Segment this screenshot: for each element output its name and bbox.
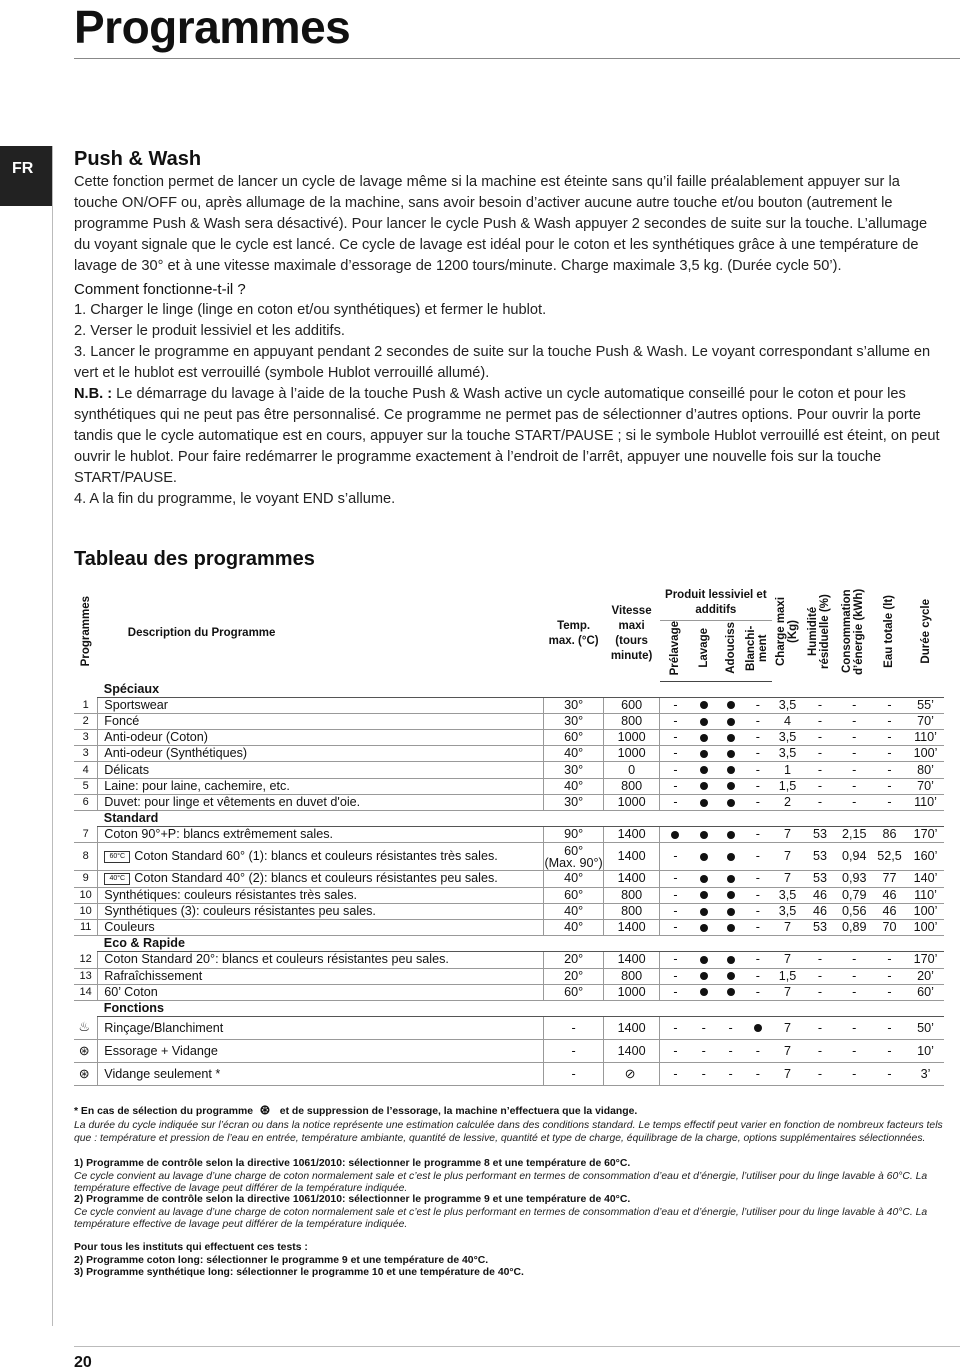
table-row: 6 Duvet: pour linge et vêtements en duvet d'oie. 30° 1000 - - 2 - - - 110’ — [74, 794, 944, 810]
nb-text: Le démarrage du lavage à l’aide de la touche Push & Wash active un cycle automatique conseillé pour le coton et pour les synthétiques qui ne peut pas être personnalisé. Ce programme ne permet pas de sélectionner d’autres options. Pour ouvrir la porte tandis que le cycle automatique est en cours, appuyer sur la touche START/PAUSE ; si le symbole Hublot verrouillé est éteint, on peut ouvrir le hublot. Pour faire redémarrer le programme exactement à l’endroit de l’arrêt, appuyer une nouvelle fois sur la touche START/PAUSE. — [74, 386, 940, 486]
step-3: 3. Lancer le programme en appuyant pendant 2 secondes de suite sur la touche Push & Wash. Le voyant correspondant s’allume en vert et le hublot est verrouillé (symbole Hublot verrouillé allumé). — [74, 344, 931, 381]
dot-icon — [727, 766, 735, 774]
dot-icon — [727, 972, 735, 980]
header-lavage: Lavage — [690, 620, 717, 681]
header-eau: Eau totale (lt) — [883, 594, 896, 668]
dot-icon — [700, 908, 708, 916]
header-blanchiment: Blanchi-ment — [744, 620, 772, 681]
nb-label: N.B. : — [74, 386, 113, 402]
dot-icon — [671, 831, 679, 839]
table-row: 8 60°C Coton Standard 60° (1): blancs et couleurs résistantes très sales. 60° (Max. 90°) 1400 - - 7 53 0,94 52,5 160’ — [74, 843, 944, 871]
header-temp: Temp. max. (°C) — [548, 619, 599, 647]
header-description: Description du Programme — [127, 627, 276, 639]
push-wash-heading: Push & Wash — [74, 148, 202, 170]
drain-icon: ⊛ — [78, 1065, 90, 1081]
table-row: 7 Coton 90°+P: blancs extrêmement sales. 90° 1400 - 7 53 2,15 86 170’ — [74, 827, 944, 843]
header-duree: Durée cycle — [919, 598, 932, 664]
rinse-icon: ♨ — [78, 1019, 90, 1035]
dot-icon — [700, 766, 708, 774]
dot-icon — [727, 831, 735, 839]
table-row: 2 Foncé 30° 800 - - 4 - - - 70’ — [74, 713, 944, 729]
header-speed: Vitesse maxi (tours minute) — [610, 604, 653, 662]
category-standard: Standard — [98, 811, 944, 827]
table-row: 11 Couleurs 40° 1400 - - 7 53 0,89 70 100’ — [74, 919, 944, 935]
dot-icon — [700, 718, 708, 726]
header-prelavage: Prélavage — [660, 620, 690, 681]
dot-icon — [700, 831, 708, 839]
duration-note: La durée du cycle indiquée sur l’écran ou dans la notice représente une estimation calculée dans des conditions standard. Le temps effectif peut varier en fonction de nombreux facteurs tels que : température et pression de l’eau en entrée, température ambiante, quantité de lessive, quantité et type de charge, équilibrage de la charge, options supplémentaires sélectionnées. — [74, 1120, 943, 1144]
table-row: 12 Coton Standard 20°: blancs et couleurs résistantes peu sales. 20° 1400 - - 7 - - - 170’ — [74, 952, 944, 968]
step-1: 1. Charger le linge (linge en coton et/ou synthétiques) et fermer le hublot. — [74, 302, 547, 318]
title-divider — [74, 58, 960, 59]
step-4: 4. A la fin du programme, le voyant END s’allume. — [74, 491, 396, 507]
language-tab: FR — [0, 146, 52, 206]
table-row: 13 Rafraîchissement 20° 800 - - 1,5 - - - 20’ — [74, 968, 944, 984]
dot-icon — [727, 718, 735, 726]
table-row: 3 Anti-odeur (Coton) 60° 1000 - - 3,5 - - - 110’ — [74, 730, 944, 746]
category-speciaux: Spéciaux — [98, 681, 944, 697]
dot-icon — [700, 956, 708, 964]
spin-drain-icon: ⊛ — [78, 1042, 90, 1058]
page-title: Programmes — [74, 1, 351, 53]
dot-icon — [700, 853, 708, 861]
table-row: ⊛ Vidange seulement * - ⊘ - - - - 7 - - - 3’ — [74, 1063, 944, 1086]
institutes-note: Pour tous les instituts qui effectuent ces tests : 2) Programme coton long: sélectionner le programme 9 et une température de 40°C. 3) Programme synthétique long: sélectionner le programme 10 et une température de 40°C. — [74, 1242, 524, 1279]
how-it-works-heading: Comment fonctionne-t-il ? — [74, 281, 246, 298]
table-row: 4 Délicats 30° 0 - - 1 - - - 80’ — [74, 762, 944, 778]
dot-icon — [727, 853, 735, 861]
dot-icon — [727, 799, 735, 807]
dot-icon — [700, 750, 708, 758]
bottom-divider — [74, 1346, 960, 1347]
note-1: 1) Programme de contrôle selon la directive 1061/2010: sélectionner le programme 8 et une température de 60°C. Ce cycle convient au lavage d’une charge de coton normalement sale et c’est le plus performant en termes de consommation d’eau et d’énergie, l’utiliser pour du linge lavable à 60°C. La température effective de lavage peut différer de la température indiquée. — [74, 1158, 928, 1195]
table-row: 9 40°C Coton Standard 40° (2): blancs et couleurs résistantes peu sales. 40° 1400 - - 7 53 0,93 77 140’ — [74, 871, 944, 887]
dot-icon — [700, 875, 708, 883]
dot-icon — [727, 956, 735, 964]
category-eco-rapide: Eco & Rapide — [98, 936, 944, 952]
table-row: 10 Synthétiques (3): couleurs résistantes peu sales. 40° 800 - - 3,5 46 0,56 46 100’ — [74, 903, 944, 919]
table-row: 10 Synthétiques: couleurs résistantes très sales. 60° 800 - - 3,5 46 0,79 46 110’ — [74, 887, 944, 903]
dot-icon — [727, 891, 735, 899]
dot-icon — [700, 701, 708, 709]
push-wash-intro: Cette fonction permet de lancer un cycle de lavage même si la machine est éteinte sans qu’il faille préalablement appuyer sur la touche ON/OFF ou, après allumage de la machine, sans avoir besoin d’activer aucune autre touche et/ou bouton (autrement le programme Push & Wash sera désactivé). Pour lancer le cycle Push & Wash appuyer 2 secondes de suite sur la touche. L’allumage du voyant signale que le cycle est lancé. Ce cycle de lavage est idéal pour le coton et les synthétiques grâce à une température de lavage de 30° et à une vitesse maximale d’essorage de 1200 tours/minute. Charge maximale 3,5 kg. (Durée cycle 50’). — [74, 174, 928, 274]
dot-icon — [700, 972, 708, 980]
header-detergent-group: Produit lessiviel et additifs — [660, 586, 772, 620]
eco-60-icon: 60°C — [104, 851, 130, 863]
table-title: Tableau des programmes — [74, 548, 315, 570]
table-row: 5 Laine: pour laine, cachemire, etc. 40° 800 - - 1,5 - - - 70’ — [74, 778, 944, 794]
dot-icon — [700, 799, 708, 807]
nb-paragraph — [74, 384, 944, 489]
header-programmes: Programmes — [79, 595, 92, 667]
dot-icon — [727, 782, 735, 790]
dot-icon — [727, 875, 735, 883]
star-footnote: * En cas de sélection du programme ⊛ et de suppression de l’essorage, la machine n’effectuera que la vidange. — [74, 1102, 638, 1117]
table-row: ♨ Rinçage/Blanchiment - 1400 - - - 7 - - - 50’ — [74, 1017, 944, 1040]
header-adouciss: Adouciss — [717, 620, 744, 681]
dot-icon — [700, 924, 708, 932]
table-row: ⊛ Essorage + Vidange - 1400 - - - - 7 - - - 10’ — [74, 1040, 944, 1063]
left-margin-divider — [52, 146, 53, 1326]
dot-icon — [727, 734, 735, 742]
dot-icon — [700, 782, 708, 790]
dot-icon — [727, 924, 735, 932]
note-2: 2) Programme de contrôle selon la directive 1061/2010: sélectionner le programme 9 et une température de 40°C. Ce cycle convient au lavage d’une charge de coton normalement sale et c’est le plus performant en termes de consommation d’eau et d’énergie, l’utiliser pour du linge lavable à 40°C. La température effective de lavage peut différer de la température indiquée. — [74, 1194, 928, 1231]
dot-icon — [727, 908, 735, 916]
dot-icon — [727, 701, 735, 709]
programme-table — [74, 586, 944, 1086]
header-consommation: Consommation d’énergie (kWh) — [841, 587, 866, 675]
table-row: 14 60’ Coton 60° 1000 - - 7 - - - 60’ — [74, 984, 944, 1000]
eco-40-icon: 40°C — [104, 873, 130, 885]
no-spin-icon: ⊘ — [624, 1066, 636, 1082]
header-charge: Charge maxi (Kg) — [774, 596, 799, 666]
page-number: 20 — [74, 1354, 92, 1371]
category-fonctions: Fonctions — [98, 1000, 944, 1016]
drain-icon: ⊛ — [259, 1102, 271, 1117]
dot-icon — [700, 734, 708, 742]
push-wash-section — [74, 148, 944, 510]
dot-icon — [727, 750, 735, 758]
step-2: 2. Verser le produit lessiviel et les additifs. — [74, 323, 345, 339]
table-row: 3 Anti-odeur (Synthétiques) 40° 1000 - - 3,5 - - - 100’ — [74, 746, 944, 762]
header-humidite: Humidité résiduelle (%) — [806, 593, 831, 669]
dot-icon — [700, 988, 708, 996]
dot-icon — [754, 1024, 762, 1032]
dot-icon — [727, 988, 735, 996]
dot-icon — [700, 891, 708, 899]
table-row: 1 Sportswear 30° 600 - - 3,5 - - - 55’ — [74, 697, 944, 713]
